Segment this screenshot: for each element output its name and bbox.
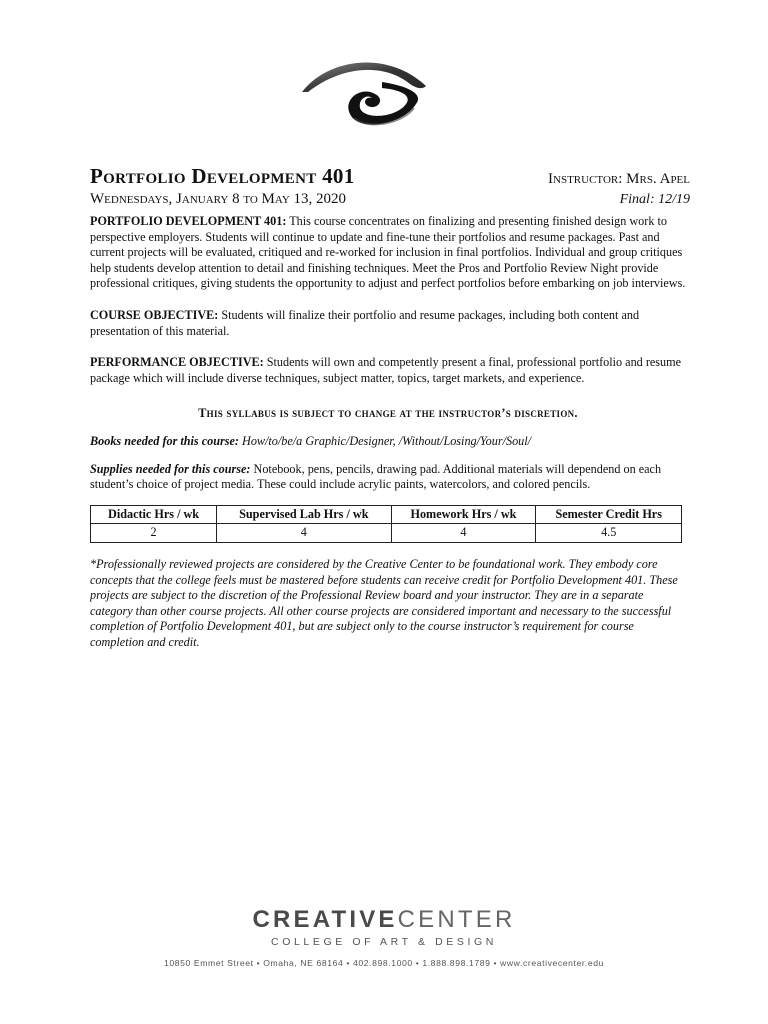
college-name: COLLEGE OF ART & DESIGN xyxy=(271,936,497,948)
value-supervised-lab: 4 xyxy=(217,524,391,543)
syllabus-change-notice: This syllabus is subject to change at the instructor’s discretion. xyxy=(198,406,578,421)
supplies-label: Supplies needed for this course: xyxy=(90,461,251,476)
header-supervised-lab: Supervised Lab Hrs / wk xyxy=(217,505,391,524)
value-homework: 4 xyxy=(391,524,536,543)
header-didactic: Didactic Hrs / wk xyxy=(91,505,217,524)
footer xyxy=(0,906,768,968)
header-semester-credit: Semester Credit Hrs xyxy=(536,505,682,524)
performance-objective-lead: PERFORMANCE OBJECTIVE: xyxy=(90,355,264,370)
books-value: How/to/be/a Graphic/Designer, /Without/Losing/Your/Soul/ xyxy=(242,433,532,448)
brand-part-creative: CREATIVE xyxy=(252,906,398,933)
books-label: Books needed for this course: xyxy=(90,433,239,448)
hours-table-value-row xyxy=(91,524,682,543)
course-header xyxy=(90,164,690,208)
supplies-value: Notebook, pens, pencils, drawing pad. Additional materials will dependend on each student’s choice of project media. These could include acrylic paints, watercolors, and colored pencils. xyxy=(90,461,662,492)
course-objective xyxy=(90,308,686,339)
brand-part-center: CENTER xyxy=(397,906,516,933)
instructor-name: Instructor: Mrs. Apel xyxy=(548,171,690,187)
course-description xyxy=(90,214,686,292)
syllabus-body xyxy=(90,214,686,663)
performance-objective xyxy=(90,355,686,386)
contact-address: 10850 Emmet Street • Omaha, NE 68164 • 402.898.1000 • 1.888.898.1789 • www.creativecenter.edu xyxy=(164,958,604,968)
course-description-text: This course concentrates on finalizing and presenting finished design work to perspective employers. Students will continue to update and fine-tune their portfolios and resume packages. Past and current projects will be evaluated, critiqued and re-worked for inclusion in final portfolios. Individual and group critiques help students develop attention to detail and finishing techniques. Meet the Pros and Portfolio Review Night provide professional critiques, giving students the opportunity to adjust and perfect portfolios before embarking on job interviews. xyxy=(90,214,686,291)
value-semester-credit: 4.5 xyxy=(536,524,682,543)
course-description-lead: PORTFOLIO DEVELOPMENT 401: xyxy=(90,214,287,228)
hours-table-header-row xyxy=(91,505,682,524)
header-homework: Homework Hrs / wk xyxy=(391,505,536,524)
course-dates: Wednesdays, January 8 to May 13, 2020 xyxy=(90,191,347,207)
brand-wordmark xyxy=(0,906,768,934)
course-objective-text: Students will finalize their portfolio and resume packages, including both content and presentation of this material. xyxy=(90,307,640,338)
performance-objective-text: Students will own and competently present a final, professional portfolio and resume package which will include diverse techniques, subject matter, topics, target markets, and experience. xyxy=(90,355,682,385)
hours-table xyxy=(90,505,682,543)
course-objective-lead: COURSE OBJECTIVE: xyxy=(90,307,219,322)
supplies-needed xyxy=(90,462,686,493)
books-needed xyxy=(90,434,686,450)
course-title: Portfolio Development 401 xyxy=(90,164,355,188)
eye-swirl-logo-icon xyxy=(298,48,432,134)
footnote: *Professionally reviewed projects are considered by the Creative Center to be foundational work. They embody core concepts that the college feels must be mastered before students can receive credit for Portfolio Development 401. These projects are subject to the discretion of the Professional Review board and your instructor. They are in a separate category than other course projects. All other course projects are considered important and necessary to the successful completion of Portfolio Development 401, but are subject only to the course instructor’s requirement for course completion and credit. xyxy=(90,556,678,649)
final-date: Final: 12/19 xyxy=(619,192,690,207)
value-didactic: 2 xyxy=(91,524,217,543)
